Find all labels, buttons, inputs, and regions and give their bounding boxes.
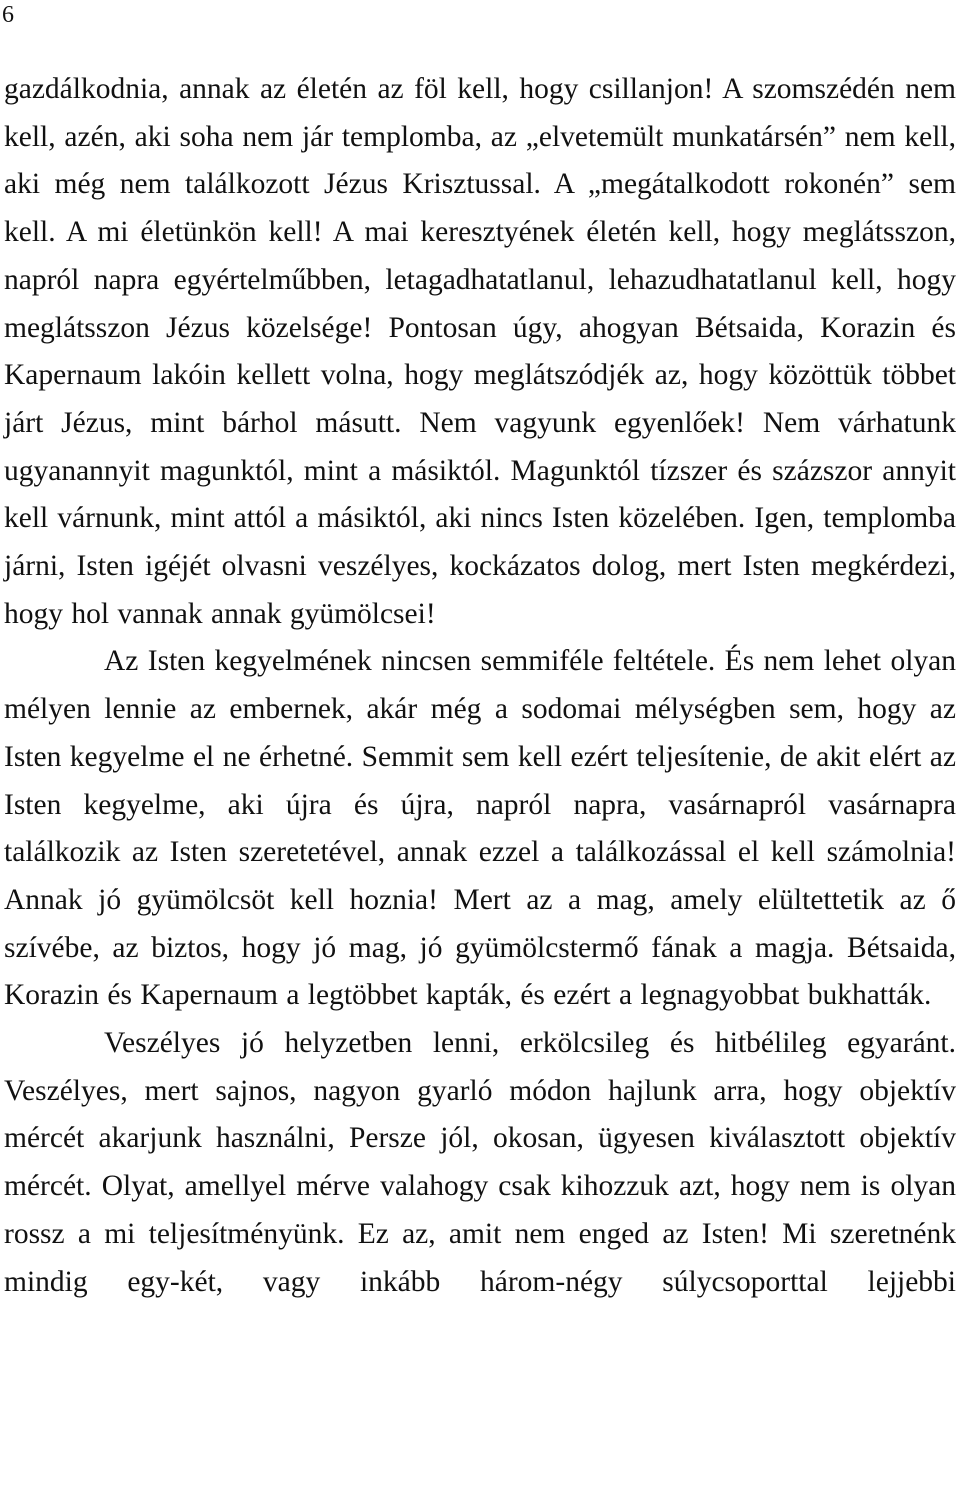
page-number: 6 (2, 2, 14, 28)
paragraph-2: Az Isten kegyelmének nincsen semmiféle feltétele. És nem lehet olyan mélyen lennie az embernek, akár még a sodomai mélységben sem, hogy az Isten kegyelme el ne érhetné. Semmit sem kell ezért teljesítenie, de akit elért az Isten kegyelme, aki újra és újra, napról napra, vasárnapról vasárnapra találkozik az Isten szeretetével, annak ezzel a találkozással el kell számolnia! Annak jó gyümölcsöt kell hoznia! Mert az a mag, amely elültettetik az ő szívébe, az biztos, hogy jó mag, jó gyümölcstermő fának a magja. Bétsaida, Korazin és Kapernaum a legtöbbet kapták, és ezért a legnagyobbat bukhatták. (4, 645, 956, 1012)
paragraph-1: gazdálkodnia, annak az életén az föl kell, hogy csillanjon! A szomszédén nem kell, azén, aki soha nem jár templomba, az „elvetemült munkatársén” nem kell, aki még nem találkozott Jézus Krisztussal. A „megátalkodott rokonén” sem kell. A mi életünkön kell! A mai keresztyének életén kell, hogy meglátsszon, napról napra egyértelműbben, letagadhatatlanul, lehazudhatatlanul kell, hogy meglátsszon Jézus közelsége! Pontosan úgy, ahogyan Bétsaida, Korazin és Kapernaum lakóin kellett volna, hogy meglátszódjék az, hogy közöttük többet járt Jézus, mint bárhol másutt. Nem vagyunk egyenlőek! Nem várhatunk ugyanannyit magunktól, mint a másiktól. Magunktól tízszer és százszor annyit kell várnunk, mint attól a másiktól, aki nincs Isten közelében. Igen, templomba járni, Isten igéjét olvasni veszélyes, kockázatos dolog, mert Isten megkérdezi, hogy hol vannak annak gyümölcsei! (4, 73, 956, 630)
document-body (4, 66, 956, 1306)
paragraph-3: Veszélyes jó helyzetben lenni, erkölcsileg és hitbélileg egyaránt. Veszélyes, mert sajnos, nagyon gyarló módon hajlunk arra, hogy objektív mércét akarjunk használni, Persze jól, okosan, ügyesen kiválasztott objektív mércét. Olyat, amellyel mérve valahogy csak kihozzuk azt, hogy nem is olyan rossz a mi teljesítményünk. Ez az, amit nem enged az Isten! Mi szeretnénk mindig egy-két, vagy inkább három-négy súlycsoporttal lejjebbi (4, 1027, 956, 1298)
